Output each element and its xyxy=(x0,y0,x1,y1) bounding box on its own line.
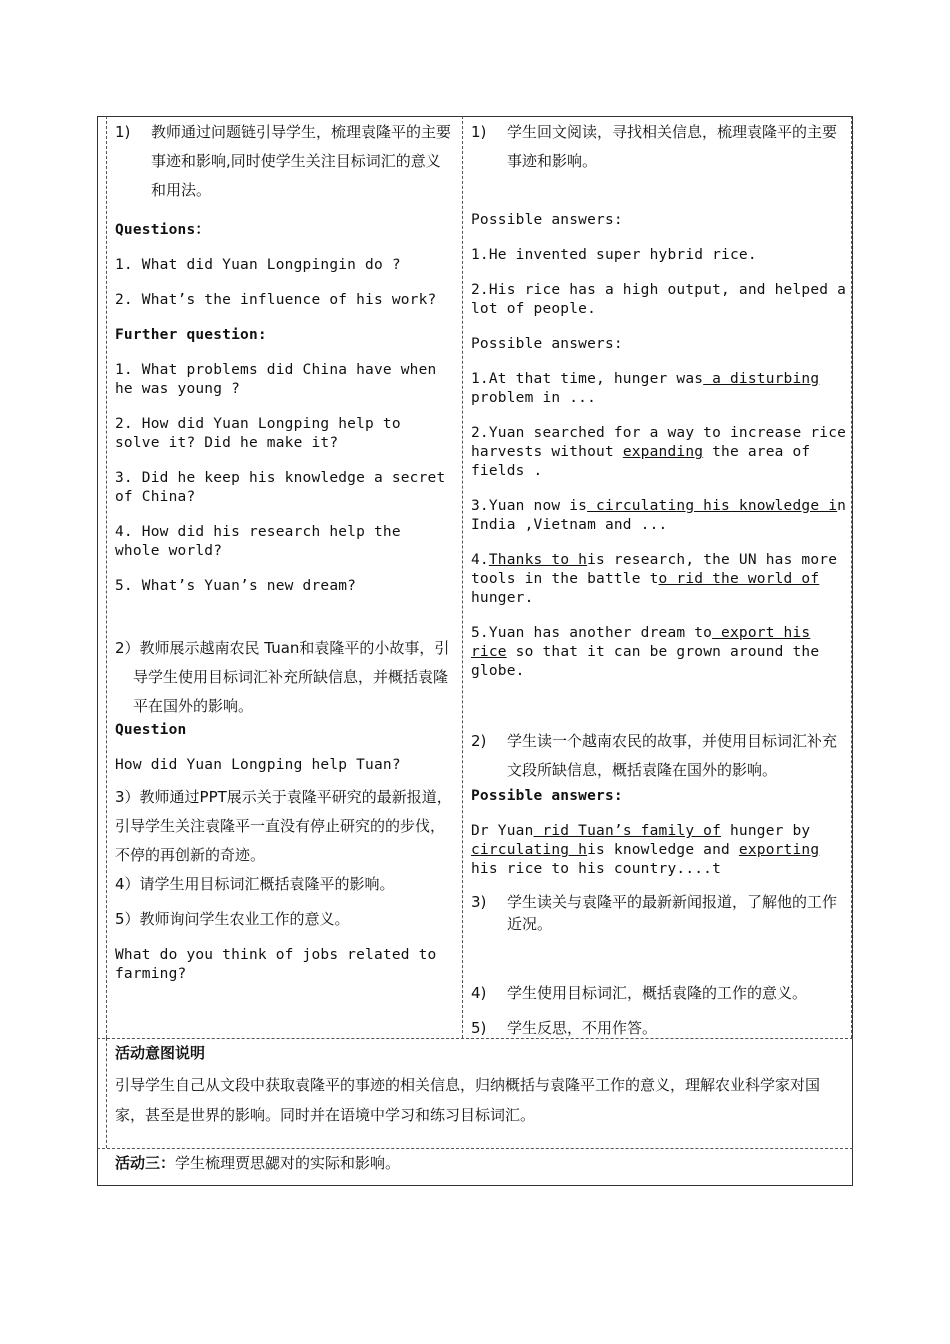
answer-item: 1.At that time, hunger was a disturbing problem in ... xyxy=(471,371,820,406)
teacher-step-3: 3）教师通过PPT展示关于袁隆平研究的最新报道，引导学生关注袁隆平一直没有停止研究的的步伐，不停的再创新的奇迹。 xyxy=(115,788,452,864)
question-item: 5. What’s Yuan’s new dream? xyxy=(115,578,357,594)
question-item: What do you think of jobs related to farming? xyxy=(115,947,437,982)
question-item: 3. Did he keep his knowledge a secret of China? xyxy=(115,470,446,505)
student-step-2: 2) 学生读一个越南农民的故事，并使用目标词汇补充文段所缺信息，概括袁隆在国外的影响。 xyxy=(471,732,838,779)
intent-body: 引导学生自己从文段中获取袁隆平的事迹的相关信息，归纳概括与袁隆平工作的意义，理解农业科学家对国家，甚至是世界的影响。同时并在语境中学习和练习目标词汇。 xyxy=(115,1076,821,1124)
question-item: 4. How did his research help the whole world? xyxy=(115,524,401,559)
further-question-heading: Further question: xyxy=(115,327,267,343)
question-item: 1. What did Yuan Longpingin do ? xyxy=(115,257,401,273)
student-activity-column xyxy=(471,118,849,1043)
possible-answers-heading: Possible answers: xyxy=(471,336,623,352)
question-item: 2. What’s the influence of his work? xyxy=(115,292,437,308)
teacher-step-4: 4）请学生用目标词汇概括袁隆平的影响。 xyxy=(115,875,395,893)
student-step-3: 3) 学生读关与袁隆平的最新新闻报道，了解他的工作近况。 xyxy=(471,893,838,933)
possible-answers-heading: Possible answers: xyxy=(471,788,623,804)
answer-item: 5.Yuan has another dream to export his rice so that it can be grown around the globe. xyxy=(471,625,820,679)
question-item: How did Yuan Longping help Tuan? xyxy=(115,757,401,773)
answer-item: 2.His rice has a high output, and helped a lot of people. xyxy=(471,282,847,317)
student-step-4: 4) 学生使用目标词汇，概括袁隆的工作的意义。 xyxy=(471,984,808,1002)
answer-item: Dr Yuan rid Tuan’s family of hunger by circulating his knowledge and exporting his rice to his country....t xyxy=(471,823,820,877)
possible-answers-heading: Possible answers: xyxy=(471,212,623,228)
activity-three xyxy=(115,1148,845,1178)
teacher-step-5: 5）教师询问学生农业工作的意义。 xyxy=(115,910,350,928)
question-item: 2. How did Yuan Longping help to solve it? Did he make it? xyxy=(115,416,401,451)
teacher-step-1: 1) 教师通过问题链引导学生，梳理袁隆平的主要事迹和影响,同时使学生关注目标词汇的意义和用法。 xyxy=(115,123,452,199)
column-divider xyxy=(462,116,463,1038)
answer-item: 2.Yuan searched for a way to increase rice harvests without expanding the area of fields . xyxy=(471,425,847,479)
activity-three-text: 学生梳理贾思勰对的实际和影响。 xyxy=(175,1154,401,1172)
activity-three-label: 活动三： xyxy=(115,1154,176,1172)
intent-title: 活动意图说明 xyxy=(115,1044,206,1062)
question-item: 1. What problems did China have when he was young ? xyxy=(115,362,437,397)
teacher-step-2: 2）教师展示越南农民 Tuan和袁隆平的小故事，引导学生使用目标词汇补充所缺信息，并概括袁隆平在国外的影响。 xyxy=(115,639,450,715)
right-margin-line xyxy=(851,116,852,1038)
left-margin-line xyxy=(106,1038,107,1148)
answer-item: 1.He invented super hybrid rice. xyxy=(471,247,757,263)
answer-item: 4.Thanks to his research, the UN has more tools in the battle to rid the world of hunger. xyxy=(471,552,838,606)
teacher-activity-column xyxy=(115,118,453,984)
questions-heading: Questions： xyxy=(115,222,211,238)
student-step-5: 5) 学生反思，不用作答。 xyxy=(471,1019,658,1037)
left-margin-line xyxy=(106,116,107,1038)
question-heading: Question xyxy=(115,722,187,738)
answer-item: 3.Yuan now is circulating his knowledge in India ,Vietnam and ... xyxy=(471,498,847,533)
student-step-1: 1) 学生回文阅读，寻找相关信息，梳理袁隆平的主要事迹和影响。 xyxy=(471,123,838,170)
